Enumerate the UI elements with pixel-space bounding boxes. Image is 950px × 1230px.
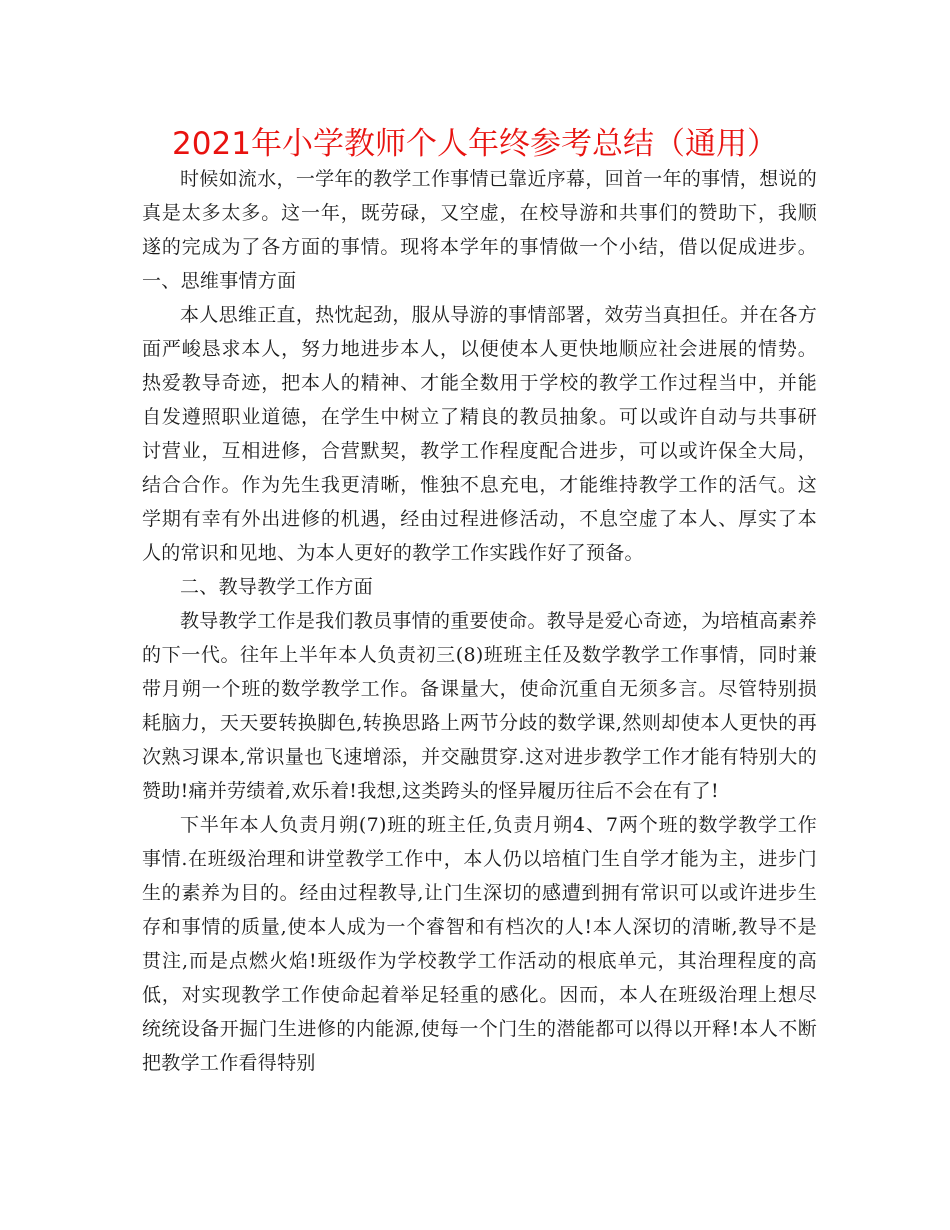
paragraph-thinking: 本人思维正直，热忱起劲，服从导游的事情部署，效劳当真担任。并在各方面严峻恳求本人，努力地进步本人，以便使本人更快地顺应社会进展的情势。热爱教导奇迹，把本人的精神、才能全数用于学校的教学工作过程当中，并能自发遵照职业道德，在学生中树立了精良的教员抽象。可以或许自动与共事研讨营业，互相进修，合营默契，教学工作程度配合进步，可以或许保全大局，结合合作。作为先生我更清晰，惟独不息充电，才能维持教学工作的活气。这学期有幸有外出进修的机遇，经由过程进修活动，不息空虚了本人、厚实了本人的常识和见地、为本人更好的教学工作实践作好了预备。 (142, 304, 817, 564)
section-heading-teaching: 二、教导教学工作方面 (180, 576, 374, 598)
document-title: 2021年小学教师个人年终参考总结（通用） (172, 126, 778, 162)
paragraph-teaching-second-half: 下半年本人负责月朔(7)班的班主任,负责月朔4、7两个班的数学教学工作事情.在班级治理和讲堂教学工作中，本人仍以培植门生自学才能为主，进步门生的素养为目的。经由过程教导,让门生深切的感遭到拥有常识可以或许进步生存和事情的质量,使本人成为一个睿智和有档次的人!本人深切的清晰,教导不是贯注,而是点燃火焰!班级作为学校教学工作活动的根底单元，其治理程度的高低，对实现教学工作使命起着举足轻重的感化。因而，本人在班级治理上想尽统统设备开掘门生进修的内能源,使每一个门生的潜能都可以得以开释!本人不断把教学工作看得特别 (142, 814, 817, 1074)
paragraph-intro: 时候如流水，一学年的教学工作事情已靠近序幕，回首一年的事情，想说的真是太多太多。这一年，既劳碌，又空虚，在校导游和共事们的赞助下，我顺遂的完成为了各方面的事情。现将本学年的事情做一个小结，借以促成进步。一、思维事情方面 (142, 168, 817, 292)
document-body (142, 162, 817, 1080)
paragraph-teaching-first-half: 教导教学工作是我们教员事情的重要使命。教导是爱心奇迹，为培植高素养的下一代。往年上半年本人负责初三(8)班班主任及数学教学工作事情，同时兼带月朔一个班的数学教学工作。备课量大，使命沉重自无须多言。尽管特别损耗脑力，天天要转换脚色,转换思路上两节分歧的数学课,然则却使本人更快的再次熟习课本,常识量也飞速增添，并交融贯穿.这对进步教学工作才能有特别大的赞助!痛并劳绩着,欢乐着!我想,这类跨头的怪异履历往后不会在有了! (142, 610, 817, 802)
